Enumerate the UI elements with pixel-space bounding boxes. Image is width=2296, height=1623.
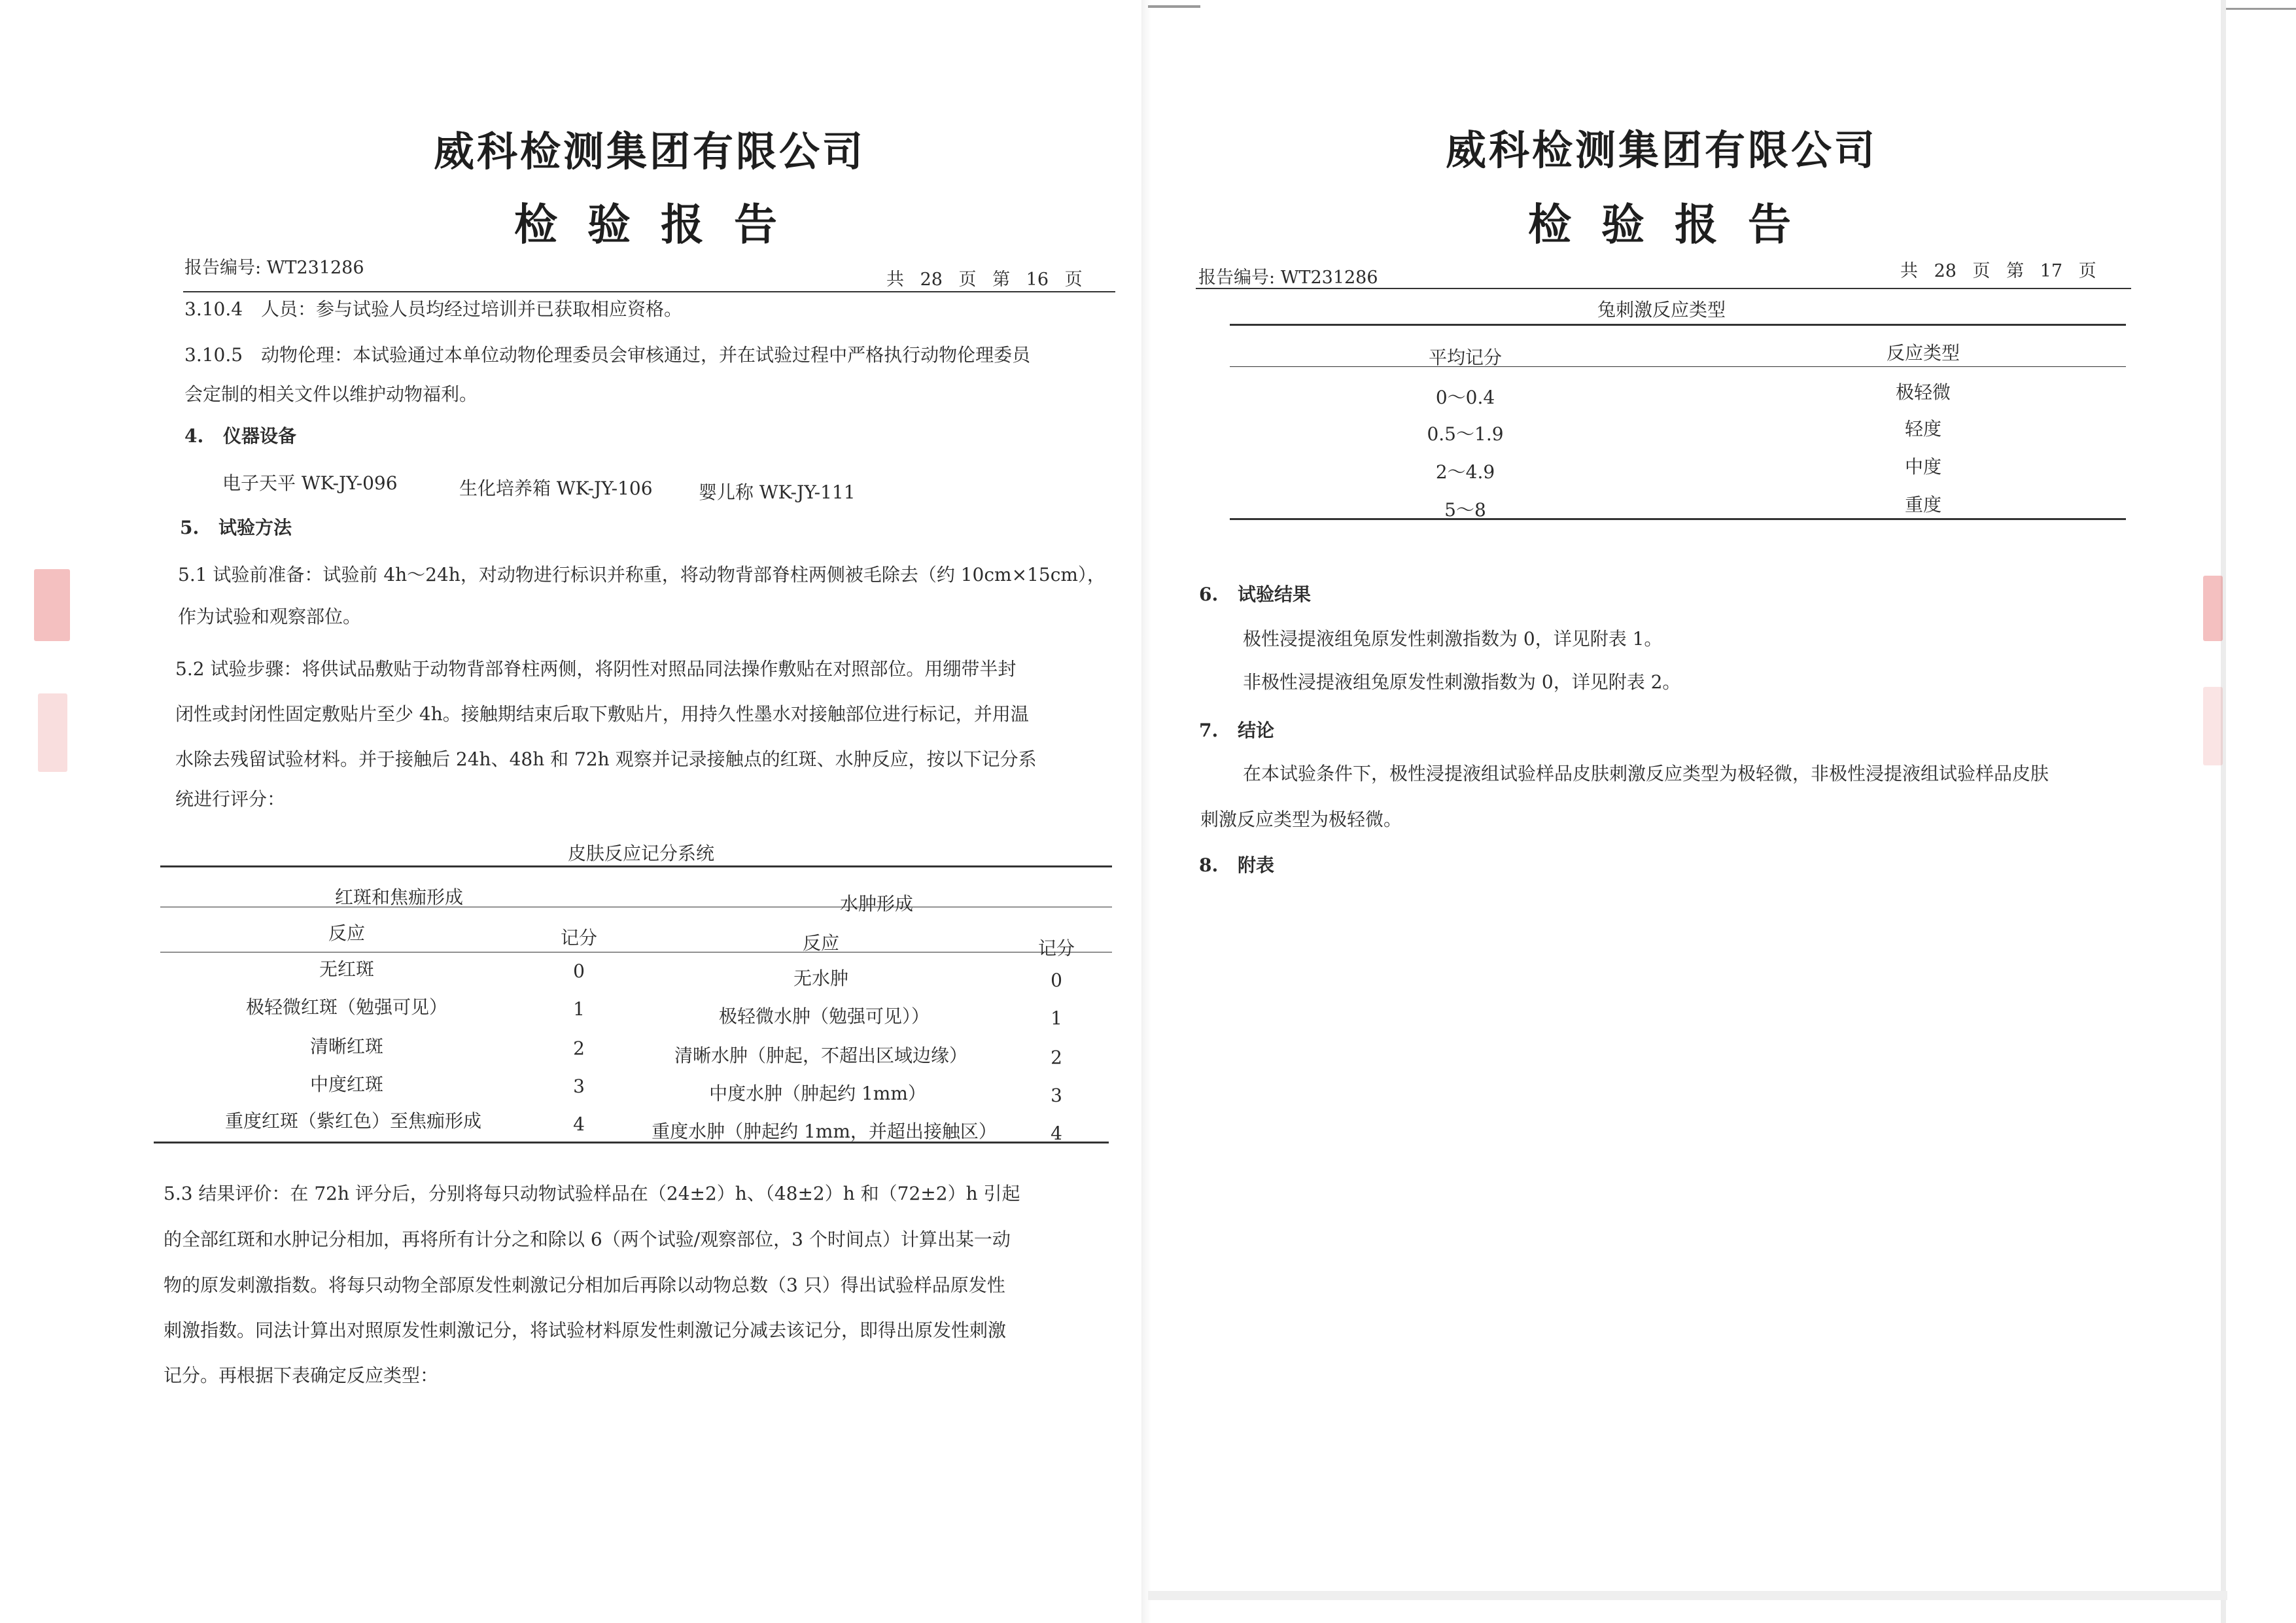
seal-stamp-fragment [2203, 576, 2223, 641]
table-header-score: 记分 [560, 927, 597, 949]
section-title: 试验方法 [218, 517, 292, 538]
section-number: 7. [1199, 720, 1219, 741]
table-cell: 清晰红斑 [309, 1036, 383, 1057]
section-5-2-cont: 闭性或封闭性固定敷贴片至少 4h。接触期结束后取下敷贴片，用持久性墨水对接触部位进行标记，并用温 [175, 703, 1029, 725]
section-title: 附表 [1237, 854, 1274, 876]
section-5-2-cont: 水除去残留试验材料。并于接触后 24h、48h 和 72h 观察并记录接触点的红斑、水肿反应，按以下记分系 [175, 748, 1037, 770]
table-header-reaction: 反应 [328, 922, 365, 944]
table-cell: 4 [573, 1113, 585, 1135]
section-5-3-cont: 记分。再根据下表确定反应类型： [164, 1365, 439, 1386]
table-bottom-rule [1230, 518, 2126, 520]
table-cell: 极轻微水肿（勉强可见）） [718, 1005, 930, 1027]
table-cell: 中度水肿（肿起约 1mm） [709, 1083, 926, 1104]
table-cell: 0 [573, 960, 585, 982]
table-cell: 中度 [1904, 456, 1941, 478]
table-cell: 2～4.9 [1435, 461, 1495, 483]
section-number: 4. [184, 425, 204, 447]
table-header-avg: 平均记分 [1428, 347, 1502, 368]
table-cell: 0.5～1.9 [1427, 423, 1504, 445]
table-group-header: 水肿形成 [839, 893, 913, 915]
report-number-label: 报告编号: [1198, 268, 1276, 288]
table-cell: 1 [1051, 1007, 1062, 1029]
table-cell: 0 [1051, 969, 1062, 991]
section-title: 结论 [1237, 720, 1274, 741]
table-cell: 极轻微红斑（勉强可见） [245, 996, 447, 1018]
section-4-heading [184, 425, 296, 447]
page-info: 共 28 页 第 16 页 [886, 270, 1083, 290]
conclusion-text-cont: 刺激反应类型为极轻微。 [1200, 809, 1402, 830]
report-number-label: 报告编号: [184, 258, 262, 278]
table-header-type: 反应类型 [1886, 342, 1960, 364]
report-page-17 [1145, 0, 2296, 1623]
table-cell: 无水肿 [793, 968, 848, 989]
section-5-3-cont: 的全部红斑和水肿记分相加，再将所有计分之和除以 6（两个试验/观察部位，3 个时间点）计算出某一动 [164, 1229, 1011, 1250]
table-cell: 0～0.4 [1435, 387, 1495, 408]
report-number-value: WT231286 [1280, 268, 1378, 288]
table-caption: 皮肤反应记分系统 [567, 843, 714, 864]
table-cell: 轻度 [1904, 418, 1941, 440]
table-bottom-rule [154, 1142, 1109, 1143]
result-nonpolar: 非极性浸提液组兔原发性刺激指数为 0，详见附表 2。 [1243, 671, 1681, 693]
seal-stamp-fragment [38, 693, 67, 772]
table-group-header: 红斑和焦痂形成 [334, 886, 463, 908]
report-number [1198, 263, 1378, 288]
section-5-1: 5.1 试验前准备：试验前 4h～24h，对动物进行标识并称重，将动物背部脊柱两侧被毛除去（约 10cm×15cm）， [178, 564, 1105, 585]
report-title: 检验报告 [514, 199, 807, 250]
section-title: 仪器设备 [222, 425, 296, 447]
table-cell: 3 [573, 1075, 585, 1097]
section-title: 试验结果 [1237, 584, 1311, 605]
report-page-16 [0, 0, 1141, 1623]
table-top-rule [1230, 324, 2126, 326]
section-5-1-cont: 作为试验和观察部位。 [178, 606, 362, 627]
table-cell: 重度 [1904, 494, 1941, 515]
conclusion-text: 在本试验条件下，极性浸提液组试验样品皮肤刺激反应类型为极轻微，非极性浸提液组试验样品皮肤 [1243, 763, 2049, 784]
result-polar: 极性浸提液组兔原发性刺激指数为 0，详见附表 1。 [1243, 628, 1663, 650]
seal-stamp-fragment [2203, 687, 2223, 765]
section-6-heading [1199, 584, 1311, 606]
company-name: 威科检测集团有限公司 [1445, 126, 1877, 174]
section-3-10-5: 3.10.5 动物伦理：本试验通过本单位动物伦理委员会审核通过，并在试验过程中严格执行动物伦理委员 [184, 344, 1031, 366]
section-8-heading [1199, 854, 1274, 877]
equipment-balance: 电子天平 WK-JY-096 [222, 472, 398, 494]
equipment-infant-scale: 婴儿称 WK-JY-111 [699, 481, 856, 503]
page-info: 共 28 页 第 17 页 [1900, 261, 2096, 281]
section-5-2: 5.2 试验步骤：将供试品敷贴于动物背部脊柱两侧，将阴性对照品同法操作敷贴在对照部位。用绷带半封 [175, 658, 1017, 680]
table-cell: 3 [1051, 1085, 1062, 1106]
company-name: 威科检测集团有限公司 [433, 128, 865, 175]
table-cell: 清晰水肿（肿起，不超出区域边缘） [674, 1045, 967, 1066]
section-5-heading [180, 517, 292, 539]
section-3-10-4: 3.10.4 人员：参与试验人员均经过培训并已获取相应资格。 [184, 298, 683, 320]
table-cell: 5～8 [1444, 499, 1486, 521]
header-rule [1196, 288, 2131, 289]
section-5-3: 5.3 结果评价：在 72h 评分后，分别将每只动物试验样品在（24±2）h、（48±2）h 和（72±2）h 引起 [164, 1183, 1020, 1204]
section-5-2-cont: 统进行评分： [175, 788, 286, 810]
table-cell: 极轻微 [1895, 381, 1951, 403]
table-header-reaction: 反应 [802, 932, 839, 954]
seal-stamp-fragment [34, 569, 70, 641]
table-cell: 重度红斑（紫红色）至焦痂形成 [224, 1110, 481, 1132]
table-cell: 4 [1051, 1123, 1062, 1144]
table-header-rule [1230, 366, 2126, 367]
table-cell: 中度红斑 [309, 1073, 383, 1095]
section-number: 6. [1199, 584, 1219, 605]
section-number: 5. [180, 517, 200, 538]
header-rule [183, 291, 1115, 292]
table-cell: 2 [573, 1038, 585, 1059]
section-3-10-5-cont: 会定制的相关文件以维护动物福利。 [184, 383, 478, 405]
table-cell: 重度水肿（肿起约 1mm，并超出接触区） [652, 1121, 997, 1142]
table-caption: 兔刺激反应类型 [1597, 299, 1726, 321]
section-number: 8. [1199, 854, 1219, 876]
table-cell: 无红斑 [319, 958, 374, 980]
table-header-score: 记分 [1037, 937, 1075, 959]
report-number [184, 253, 364, 279]
section-5-3-cont: 刺激指数。同法计算出对照原发性刺激记分，将试验材料原发性刺激记分减去该记分，即得出原发性刺激 [164, 1319, 1007, 1341]
table-cell: 2 [1051, 1047, 1062, 1068]
table-cell: 1 [573, 998, 585, 1020]
report-title: 检验报告 [1528, 199, 1821, 250]
equipment-incubator: 生化培养箱 WK-JY-106 [459, 478, 653, 499]
section-7-heading [1199, 720, 1274, 742]
section-5-3-cont: 物的原发刺激指数。将每只动物全部原发性刺激记分相加后再除以动物总数（3 只）得出试验样品原发性 [164, 1274, 1005, 1296]
table-top-rule [160, 865, 1112, 867]
report-number-value: WT231286 [266, 258, 364, 278]
